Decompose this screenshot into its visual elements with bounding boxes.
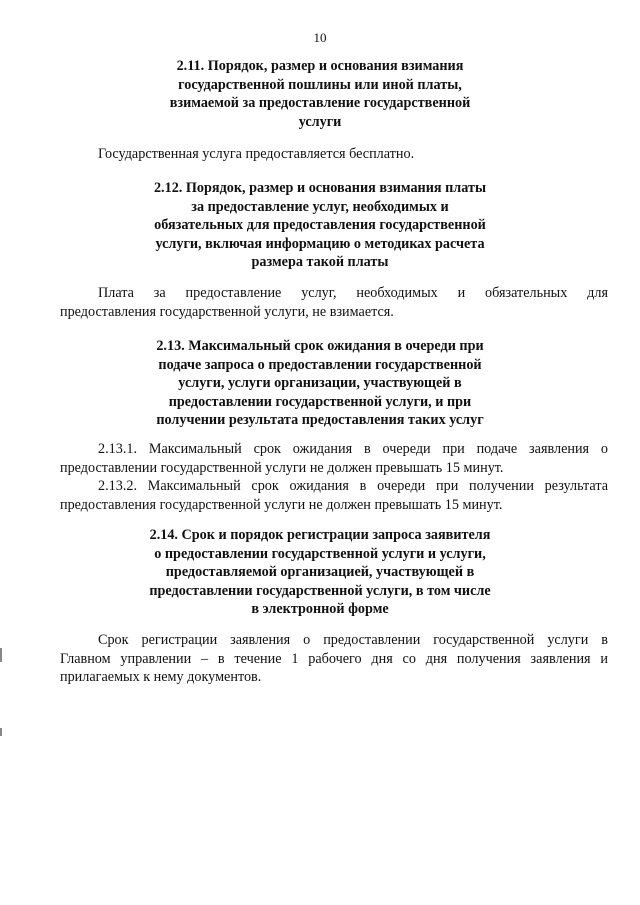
heading-line: государственной пошлины или иной платы, (178, 76, 462, 93)
heading-line: 2.13. Максимальный срок ожидания в очереди при (156, 338, 484, 354)
heading-line: за предоставление услуг, необходимых и (191, 198, 449, 215)
paragraph-2-12 (60, 284, 608, 321)
heading-line: услуги (298, 113, 342, 130)
heading-line: 2.11. Порядок, размер и основания взимания (176, 58, 464, 74)
paragraph-line: Государственная услуга предоставляется бесплатно. (98, 146, 415, 162)
scan-margin-mark (0, 648, 2, 662)
heading-line: получении результата предоставления таких услуг (156, 412, 484, 429)
paragraph-line: предоставлении государственной услуги не должен превышать 15 минут. (60, 459, 504, 476)
heading-line: подаче запроса о предоставлении государственной (158, 356, 482, 373)
paragraph-line: Срок регистрации заявления о предоставлении государственной услуги в (98, 632, 608, 648)
heading-line: 2.14. Срок и порядок регистрации запроса заявителя (149, 527, 491, 543)
heading-line: предоставляемой организацией, участвующей в (165, 564, 475, 581)
paragraph-line: 2.13.1. Максимальный срок ожидания в очереди при подаче заявления о (98, 441, 608, 457)
heading-line: предоставлении государственной услуги, в том числе (149, 582, 491, 599)
section-heading-2-13 (120, 337, 520, 430)
paragraph-line: предоставления государственной услуги не должен превышать 15 минут. (60, 496, 503, 513)
section-heading-2-14 (120, 526, 520, 619)
heading-line: размера такой платы (251, 254, 389, 271)
section-heading-2-12 (120, 179, 520, 272)
heading-line: в электронной форме (251, 601, 389, 618)
paragraph-line: 2.13.2. Максимальный срок ожидания в очереди при получении результата (98, 478, 608, 494)
heading-line: взимаемой за предоставление государственной (169, 95, 471, 112)
section-heading-2-11 (140, 57, 500, 131)
paragraph-2-14 (60, 631, 608, 687)
paragraph-line: предоставления государственной услуги, не взимается. (60, 303, 394, 320)
heading-line: предоставлении государственной услуги, и при (168, 393, 472, 410)
heading-line: услуги, услуги организации, участвующей в (178, 375, 462, 392)
heading-line: о предоставлении государственной услуги и услуги, (154, 545, 486, 562)
scan-margin-mark (0, 728, 2, 736)
heading-line: 2.12. Порядок, размер и основания взимания платы (153, 180, 487, 196)
page-number: 10 (313, 30, 327, 45)
paragraph-line: Главном управлении – в течение 1 рабочего дня со дня получения заявления и (60, 650, 608, 667)
heading-line: обязательных для предоставления государственной (154, 217, 486, 234)
paragraph-line: Плата за предоставление услуг, необходимых и обязательных для (98, 285, 608, 301)
heading-line: услуги, включая информацию о методиках расчета (155, 235, 485, 252)
paragraph-2-13-2 (60, 477, 608, 514)
paragraph-line: прилагаемых к нему документов. (60, 669, 262, 686)
paragraph-2-11 (98, 145, 598, 164)
paragraph-2-13-1 (60, 440, 608, 477)
